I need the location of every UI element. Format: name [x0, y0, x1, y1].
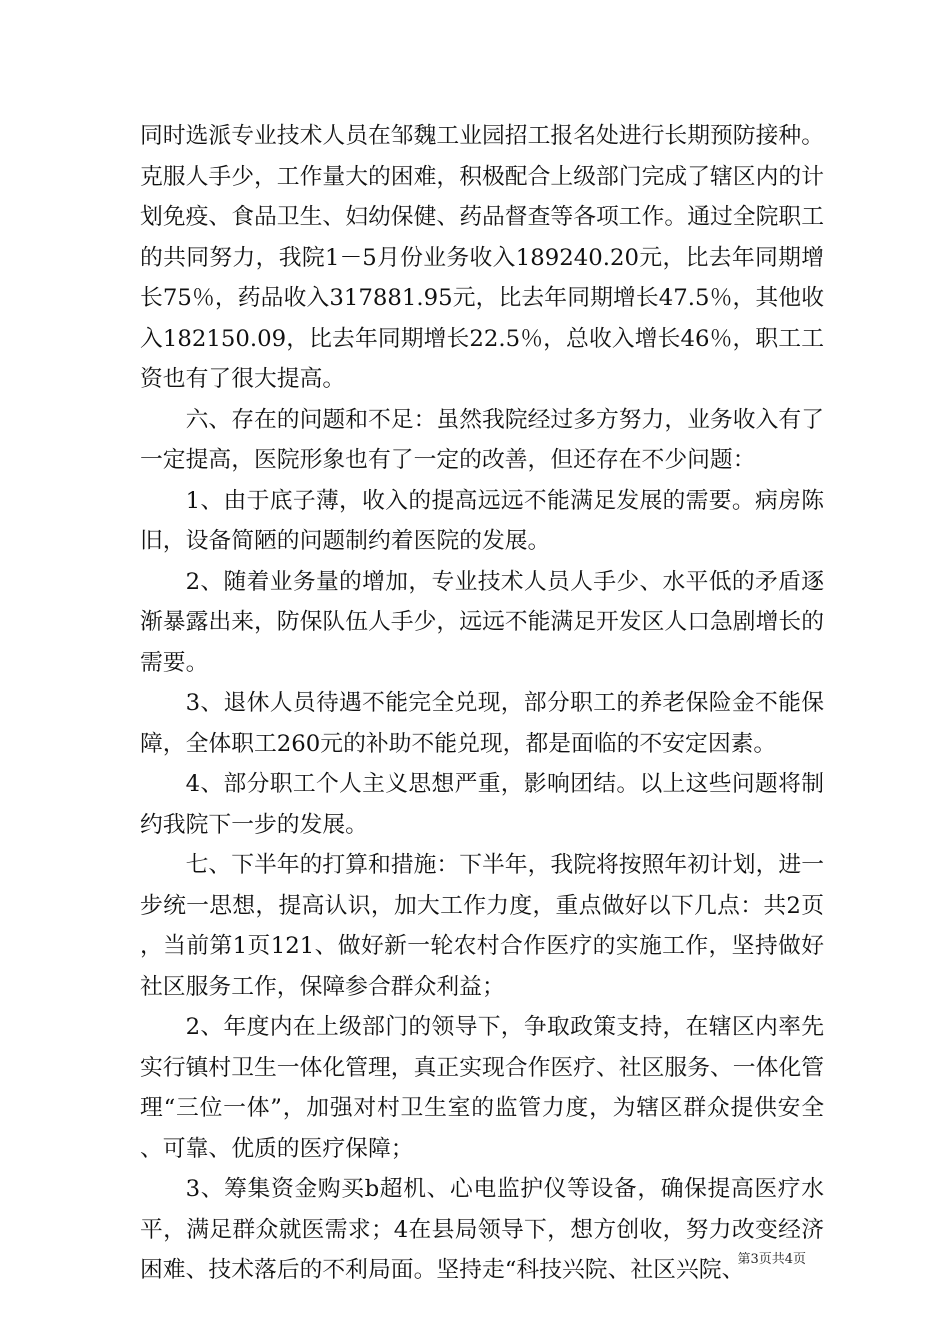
paragraph-7: 七、下半年的打算和措施：下半年，我院将按照年初计划，进一步统一思想，提高认识，加大工作力度，重点做好以下几点：共2页，当前第1页121、做好新一轮农村合作医疗的实施工作，坚持做好社区服务工作，保障参合群众利益； [140, 852, 824, 1000]
paragraph-3: 1、由于底子薄，收入的提高远远不能满足发展的需要。病房陈旧，设备简陋的问题制约着医院的发展。 [140, 487, 824, 554]
paragraph-1: 同时选派专业技术人员在邹魏工业园招工报名处进行长期预防接种。克服人手少，工作量大的困难，积极配合上级部门完成了辖区内的计划免疫、食品卫生、妇幼保健、药品督查等各项工作。通过全院职工的共同努力，我院1－5月份业务收入189240.20元，比去年同期增长75％，药品收入317881.95元，比去年同期增长47.5％，其他收入182150.09，比去年同期增长22.5％，总收入增长46％，职工工资也有了很大提高。 [140, 123, 824, 392]
paragraph-4: 2、随着业务量的增加，专业技术人员人手少、水平低的矛盾逐渐暴露出来，防保队伍人手少，远远不能满足开发区人口急剧增长的需要。 [140, 568, 824, 676]
paragraph-2: 六、存在的问题和不足：虽然我院经过多方努力，业务收入有了一定提高，医院形象也有了一定的改善，但还存在不少问题： [140, 406, 824, 473]
paragraph-5: 3、退休人员待遇不能完全兑现，部分职工的养老保险金不能保障，全体职工260元的补助不能兑现，都是面临的不安定因素。 [140, 690, 824, 757]
document-body [140, 116, 824, 1291]
paragraph-8: 2、年度内在上级部门的领导下，争取政策支持，在辖区内率先实行镇村卫生一体化管理，真正实现合作医疗、社区服务、一体化管理“三位一体”，加强对村卫生室的监管力度，为辖区群众提供安全、可靠、优质的医疗保障； [140, 1014, 824, 1162]
paragraph-6: 4、部分职工个人主义思想严重，影响团结。以上这些问题将制约我院下一步的发展。 [140, 771, 824, 838]
page-number-footer: 第3页共4页 [737, 1252, 806, 1267]
paragraph-9: 3、筹集资金购买b超机、心电监护仪等设备，确保提高医疗水平，满足群众就医需求；4在县局领导下，想方创收，努力改变经济困难、技术落后的不利局面。坚持走“科技兴院、社区兴院、 [140, 1176, 824, 1283]
